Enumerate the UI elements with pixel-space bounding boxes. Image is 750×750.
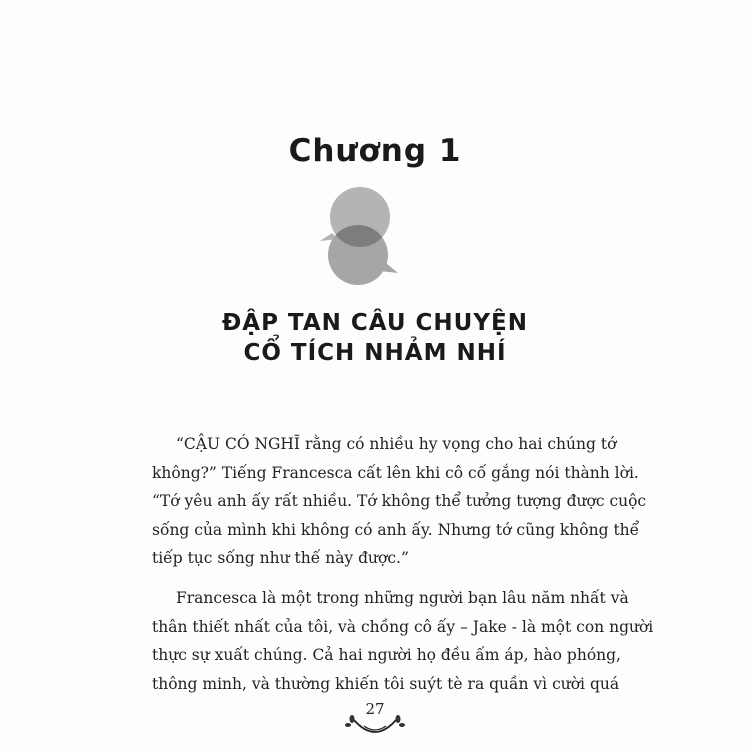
chapter-heading-line: ĐẬP TAN CÂU CHUYỆN	[222, 310, 528, 336]
chapter-heading-line: CỔ TÍCH NHẢM NHÍ	[243, 340, 507, 366]
paragraph	[152, 584, 654, 698]
text-line: “Tớ yêu anh ấy rất nhiều. Tớ không thể tưởng tượng được cuộc	[152, 492, 647, 510]
text-line: sống của mình khi không có anh ấy. Nhưng tớ cũng không thể	[152, 520, 640, 539]
paragraph	[152, 430, 647, 573]
text-line: thực sự xuất chúng. Cả hai người họ đều ấm áp, hào phóng,	[152, 646, 621, 664]
chapter-title: Chương 1	[288, 133, 462, 169]
text-line: tiếp tục sống như thế này được.”	[152, 549, 409, 567]
text-line: thân thiết nhất của tôi, và chồng cô ấy – Jake - là một con người	[152, 617, 654, 636]
chapter-heading	[0, 308, 750, 368]
text-line: thông minh, và thường khiến tôi suýt tè ra quần vì cười quá	[152, 674, 620, 693]
page-number: 27	[365, 700, 385, 718]
page-ornament-icon	[344, 714, 406, 736]
text-line: không?” Tiếng Francesca cất lên khi cô cố gắng nói thành lời.	[152, 463, 639, 482]
speech-bubbles-icon	[318, 185, 402, 290]
text-line: Francesca là một trong những người bạn lâu năm nhất và	[176, 589, 629, 607]
text-line: “CẬU CÓ NGHĨ rằng có nhiều hy vọng cho hai chúng tớ	[176, 435, 617, 453]
